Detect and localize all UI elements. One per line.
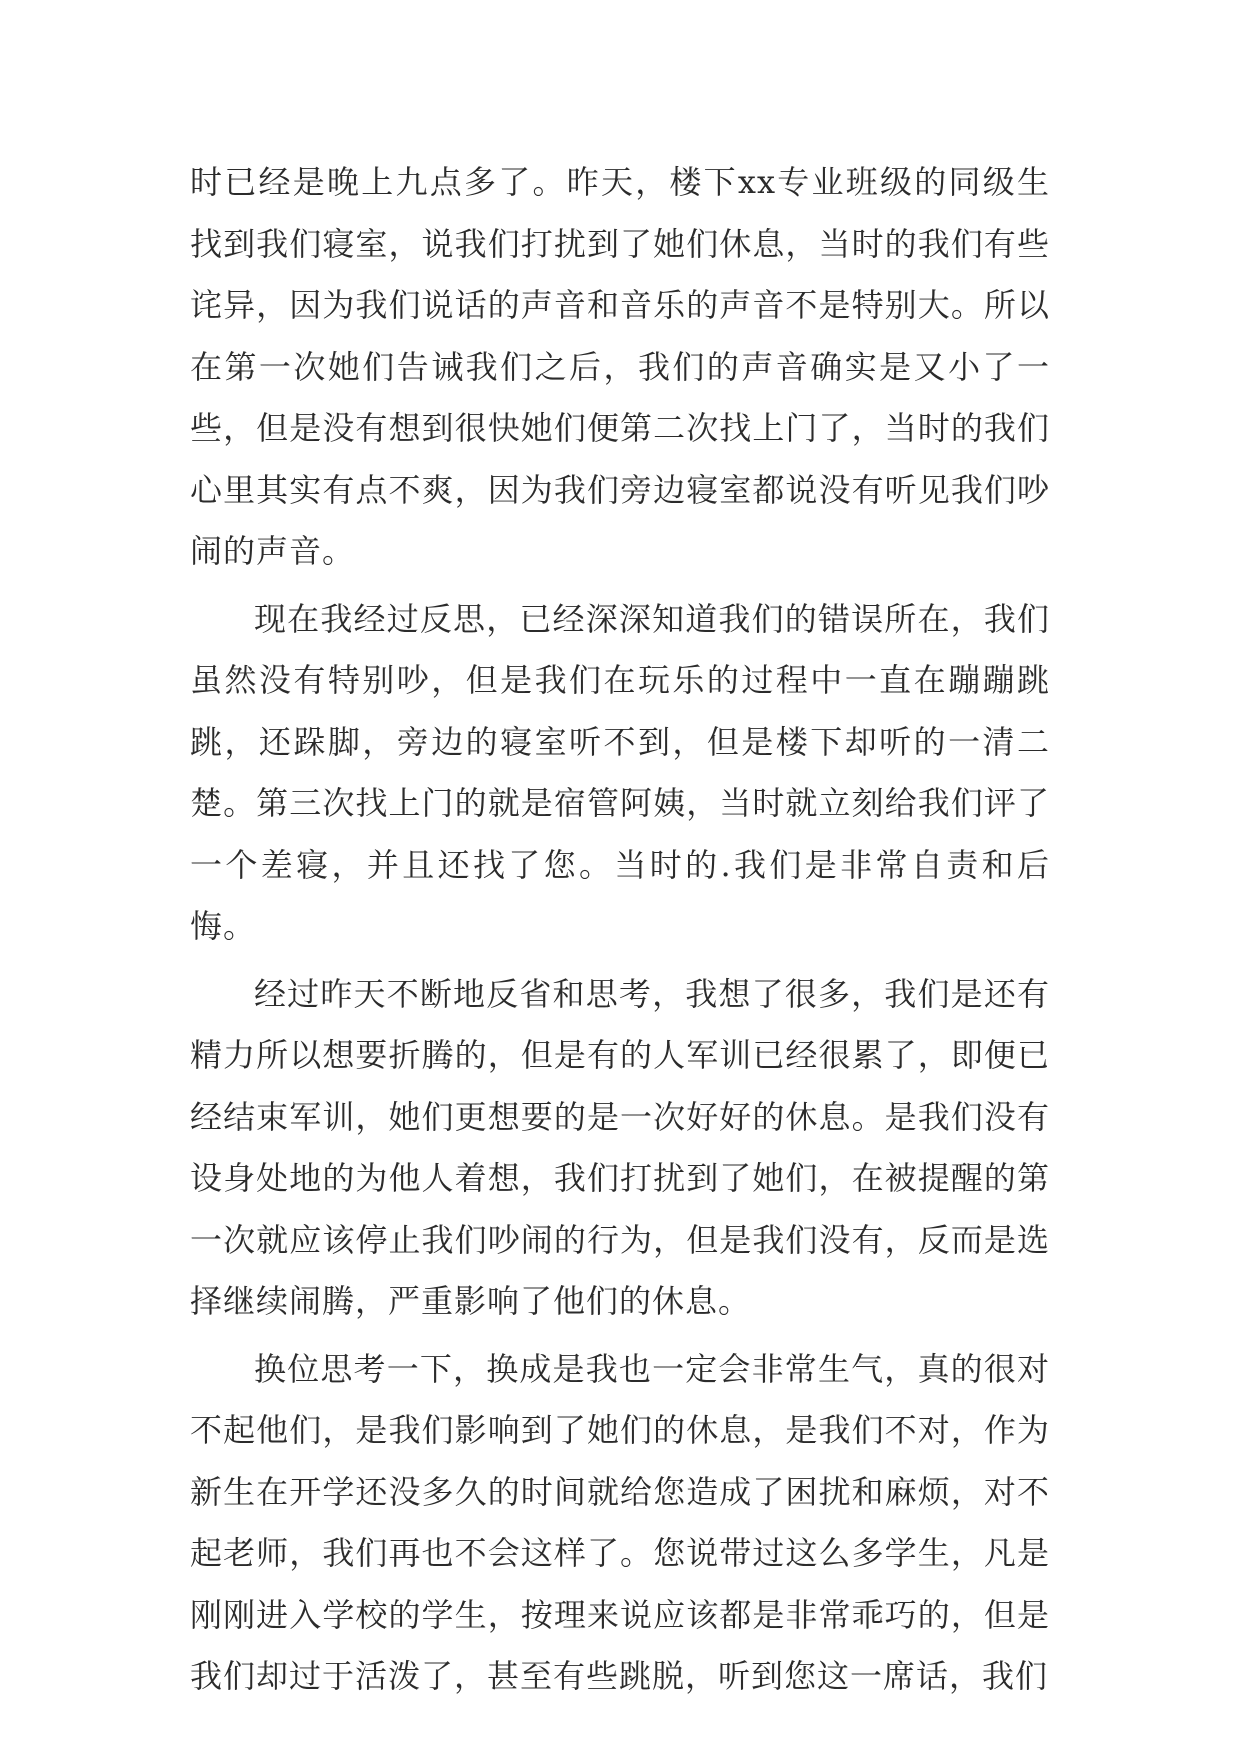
- paragraph-2: 现在我经过反思，已经深深知道我们的错误所在，我们虽然没有特别吵，但是我们在玩乐的过程中一直在蹦蹦跳跳，还跺脚，旁边的寝室听不到，但是楼下却听的一清二楚。第三次找上门的就是宿管阿姨，当时就立刻给我们评了一个差寝，并且还找了您。当时的.我们是非常自责和后悔。: [190, 599, 1050, 945]
- paragraph-3: 经过昨天不断地反省和思考，我想了很多，我们是还有精力所以想要折腾的，但是有的人军训已经很累了，即便已经结束军训，她们更想要的是一次好好的休息。是我们没有设身处地的为他人着想，我们打扰到了她们，在被提醒的第一次就应该停止我们吵闹的行为，但是我们没有，反而是选择继续闹腾，严重影响了他们的休息。: [190, 974, 1050, 1320]
- paragraph-4: 换位思考一下，换成是我也一定会非常生气，真的很对不起他们，是我们影响到了她们的休息，是我们不对，作为新生在开学还没多久的时间就给您造成了困扰和麻烦，对不起老师，我们再也不会这样了。您说带过这么多学生，凡是刚刚进入学校的学生，按理来说应该都是非常乖巧的，但是我们却过于活泼了，甚至有些跳脱，听到您这一席话，我们: [190, 1349, 1050, 1695]
- body-text: [190, 152, 1050, 1708]
- paragraph-1: 时已经是晚上九点多了。昨天，楼下xx专业班级的同级生找到我们寝室，说我们打扰到了她们休息，当时的我们有些诧异，因为我们说话的声音和音乐的声音不是特别大。所以在第一次她们告诫我们之后，我们的声音确实是又小了一些，但是没有想到很快她们便第二次找上门了，当时的我们心里其实有点不爽，因为我们旁边寝室都说没有听见我们吵闹的声音。: [190, 163, 1050, 570]
